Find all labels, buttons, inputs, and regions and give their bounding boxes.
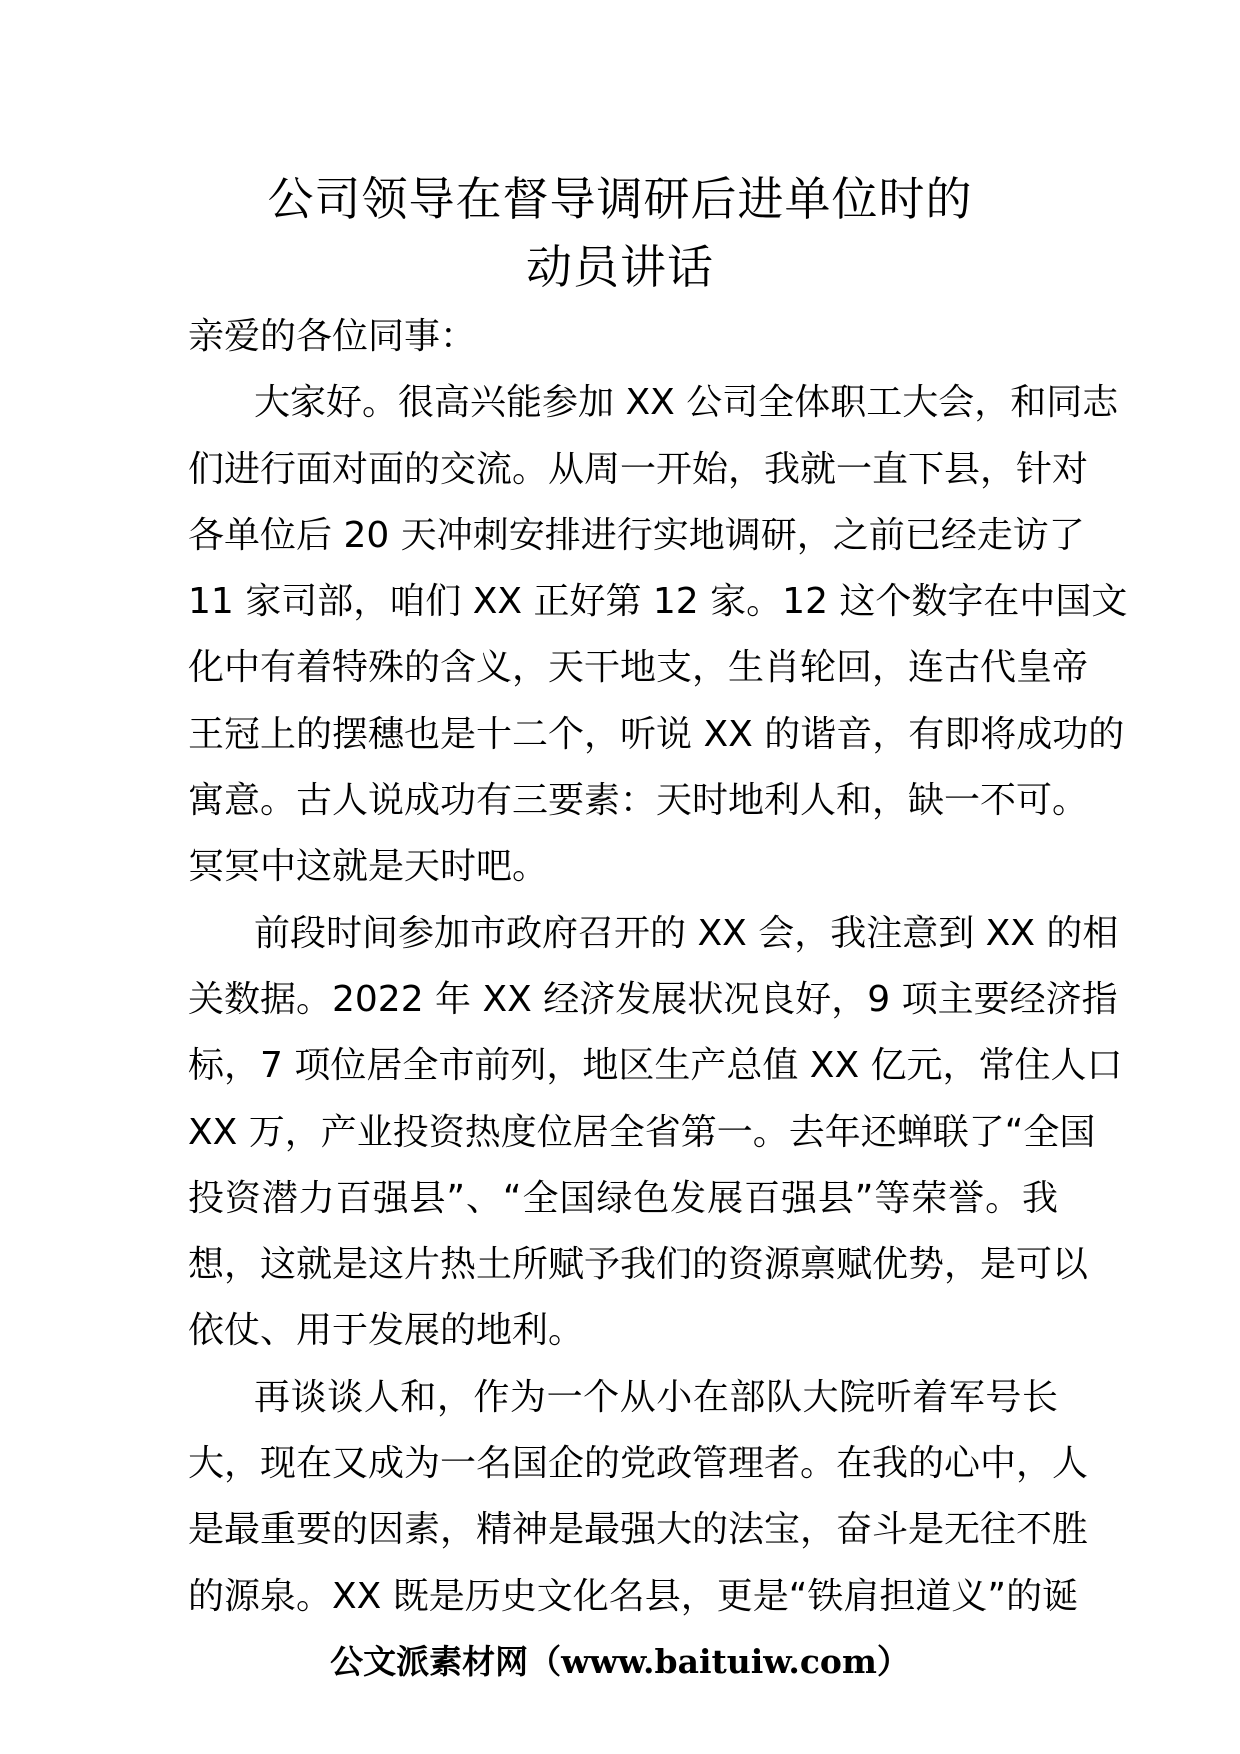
text-line: 投资潜力百强县”、“全国绿色发展百强县”等荣誉。我 bbox=[188, 1177, 1058, 1219]
text-line: 化中有着特殊的含义，天干地支，生肖轮回，连古代皇帝 bbox=[188, 647, 1089, 689]
text-line: 是最重要的因素，精神是最强大的法宝，奋斗是无往不胜 bbox=[188, 1509, 1089, 1551]
document-body bbox=[188, 304, 1128, 1630]
document-title-line-1: 公司领导在督导调研后进单位时的 bbox=[267, 172, 973, 226]
text-line: 王冠上的摆穗也是十二个，听说 XX 的谐音，有即将成功的 bbox=[188, 713, 1125, 755]
text-line: 标，7 项位居全市前列，地区生产总值 XX 亿元，常住人口 bbox=[188, 1045, 1123, 1087]
text-line: 各单位后 20 天冲刺安排进行实地调研，之前已经走访了 bbox=[188, 514, 1085, 556]
footer-watermark: 公文派素材网（www.baituiw.com） bbox=[330, 1642, 910, 1681]
paragraph bbox=[188, 901, 1123, 1365]
text-line: 11 家司部，咱们 XX 正好第 12 家。12 这个数字在中国文 bbox=[188, 581, 1128, 623]
paragraph bbox=[188, 370, 1128, 900]
paragraph bbox=[188, 1365, 1089, 1630]
text-line: 再谈谈人和，作为一个从小在部队大院听着军号长 bbox=[254, 1376, 1058, 1418]
text-line: 们进行面对面的交流。从周一开始，我就一直下县，针对 bbox=[188, 448, 1089, 490]
text-line: 依仗、用于发展的地利。 bbox=[188, 1310, 585, 1352]
text-line: 大家好。很高兴能参加 XX 公司全体职工大会，和同志 bbox=[254, 382, 1119, 424]
text-line: 想，这就是这片热土所赋予我们的资源禀赋优势，是可以 bbox=[188, 1244, 1089, 1286]
text-line: 冥冥中这就是天时吧。 bbox=[188, 846, 549, 888]
document-title-line-2: 动员讲话 bbox=[526, 240, 714, 294]
text-line: 关数据。2022 年 XX 经济发展状况良好，9 项主要经济指 bbox=[188, 978, 1118, 1020]
text-line: 寓意。古人说成功有三要素：天时地利人和，缺一不可。 bbox=[188, 780, 1089, 822]
text-line: 大，现在又成为一名国企的党政管理者。在我的心中，人 bbox=[188, 1443, 1089, 1485]
text-line: XX 万，产业投资热度位居全省第一。去年还蝉联了“全国 bbox=[188, 1111, 1096, 1153]
text-line: 前段时间参加市政府召开的 XX 会，我注意到 XX 的相 bbox=[254, 912, 1119, 954]
text-line: 的源泉。XX 既是历史文化名县，更是“铁肩担道义”的诞 bbox=[188, 1575, 1079, 1617]
salutation: 亲爱的各位同事： bbox=[188, 316, 477, 357]
